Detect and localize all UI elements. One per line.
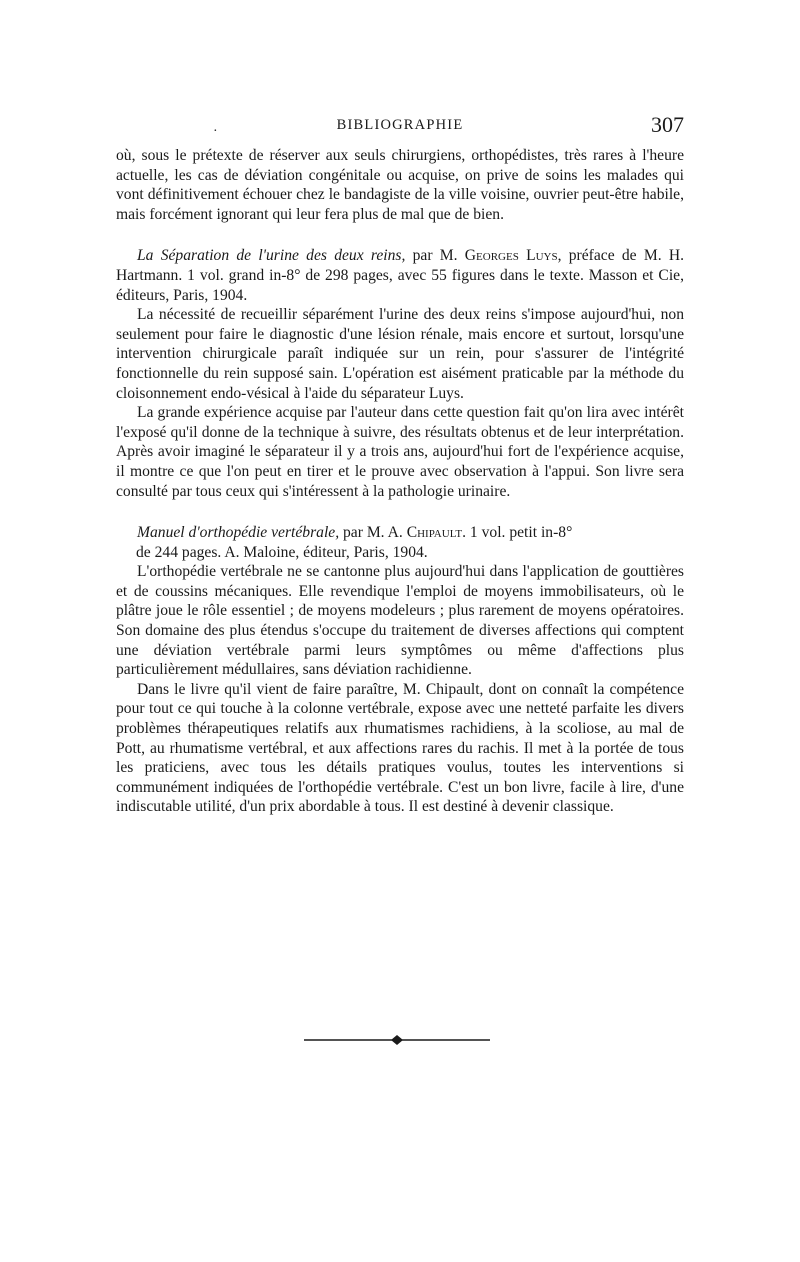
- review-paragraph: La nécessité de recueillir séparément l'urine des deux reins s'impose aujourd'hui, non seulement pour faire le diagnostic d'une lésion rénale, mais encore et surtout, lorsqu'une intervention chirurgicale paraît indiquée sur un rein, pour s'assurer de l'intégrité fonctionnelle du rein supposé sain. L'opération est aisément praticable par la méthode du cloisonnement endo-vésical à l'aide du séparateur Luys.: [116, 306, 684, 402]
- review-paragraph: Dans le livre qu'il vient de faire paraître, M. Chipault, dont on connaît la compétence pour tout ce qui touche à la colonne vertébrale, expose avec une netteté parfaite les divers problèmes thérapeutiques relatifs aux rhumatismes rachidiens, à la scoliose, au mal de Pott, au rhumatisme vertébral, et aux affections rares du rachis. Il met à la portée de tous les praticiens, avec tous les détails pratiques voulus, toutes les interventions si communément indiquées de l'orthopédie vertébrale. C'est un bon livre, facile à lire, d'une indiscutable utilité, d'un prix abordable à tous. Il est destiné à devenir classique.: [116, 680, 684, 816]
- review-paragraph: L'orthopédie vertébrale ne se cantonne plus aujourd'hui dans l'application de gouttières et de coussins mécaniques. Elle revendique l'emploi de moyens immobilisateurs, où le plâtre joue le rôle essentiel ; de moyens modeleurs ; plus rarement de moyens opératoires. Son domaine des plus étendus s'occupe du traitement de diverses affections qui comptent une déviation vertébrale parmi leurs symptômes ou même d'affections plus particulièrement médullaires, sans déviation rachidienne.: [116, 563, 684, 679]
- ref-by: par M. A.: [339, 524, 407, 542]
- ref-details-continued: de 244 pages. A. Maloine, éditeur, Paris, 1904.: [136, 543, 428, 561]
- ref-by: par M.: [405, 247, 465, 265]
- ref-details: . 1 vol. petit in-8°: [462, 524, 573, 542]
- intro-paragraph: où, sous le prétexte de réserver aux seuls chirurgiens, orthopédistes, très rares à l'heure actuelle, les cas de déviation congénitale ou acquise, on prive de soins les malades qui vont définitivement échouer chez le bandagiste de la ville voisine, ouvrier peut-être habile, mais forcément ignorant qui leur fera plus de mal que de bien.: [116, 147, 684, 223]
- book-page: [116, 112, 684, 817]
- ref-details: , préface de M. H. Hartmann. 1 vol. grand in-8° de 298 pages, avec 55 figures dans le texte. Masson et Cie, éditeurs, Paris, 1904.: [116, 247, 684, 304]
- page-number: 307: [651, 112, 684, 137]
- header-dot: ·: [213, 124, 218, 139]
- page-header: [116, 112, 684, 146]
- review-reference: [116, 523, 684, 543]
- review-orthopedie-vertebrale: [116, 523, 684, 817]
- review-separation-urine: [116, 246, 684, 501]
- book-author: Chipault: [406, 524, 463, 542]
- review-reference: [116, 246, 684, 305]
- review-paragraph: La grande expérience acquise par l'auteur dans cette question fait qu'on lira avec intérêt l'exposé qu'il donne de la technique à suivre, des résultats obtenus et de leur interprétation. Après avoir imaginé le séparateur il y a trois ans, aujourd'hui fort de l'expérience acquise, il montre ce que l'on peut en tirer et le prouve avec observation à l'appui. Son livre sera consulté par tous ceux qui s'intéressent à la pathologie urinaire.: [116, 404, 684, 500]
- book-author: Georges Luys: [464, 247, 558, 265]
- running-title: BIBLIOGRAPHIE: [336, 117, 464, 133]
- book-title: La Séparation de l'urine des deux reins,: [137, 247, 406, 265]
- book-title: Manuel d'orthopédie vertébrale,: [137, 524, 340, 542]
- diamond-rule-ornament-icon: [304, 1034, 490, 1046]
